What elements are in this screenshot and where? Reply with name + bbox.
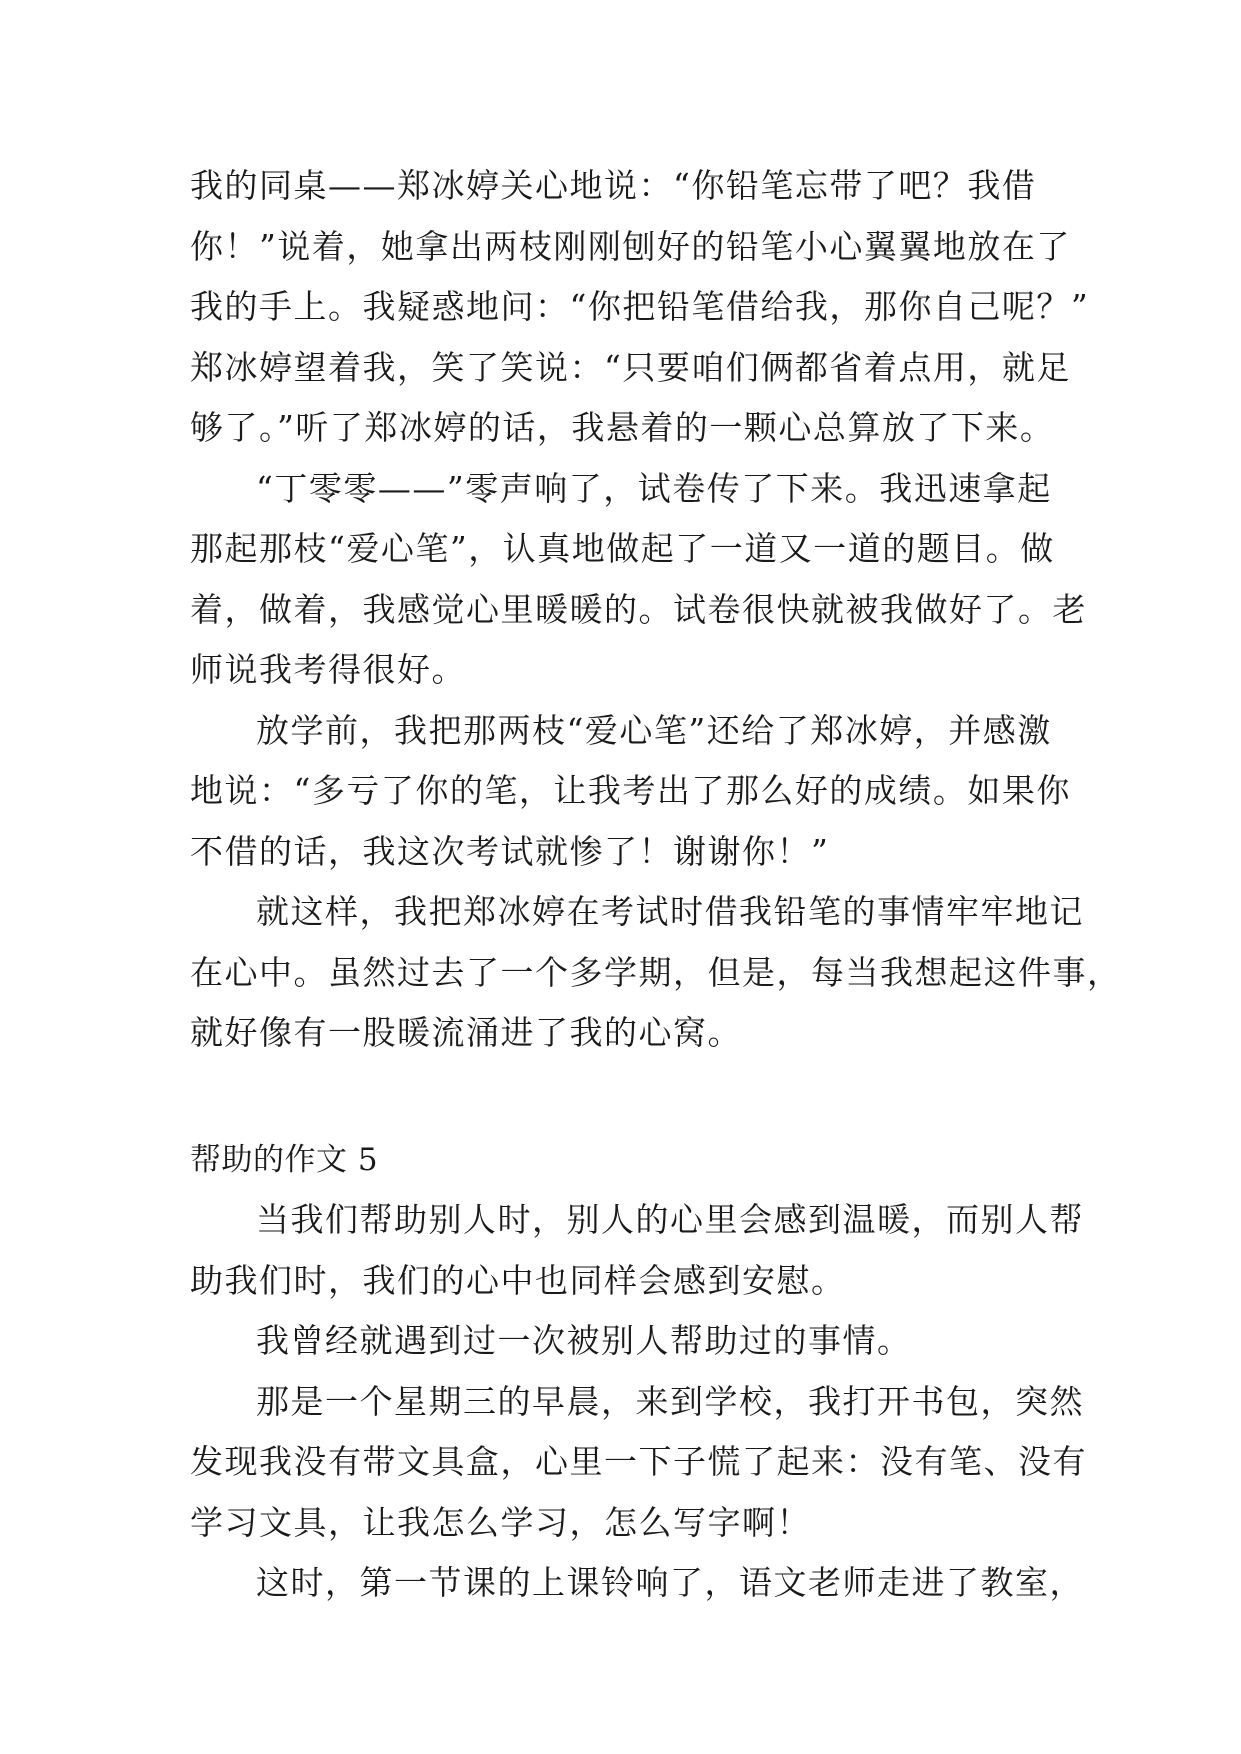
section-gap bbox=[190, 1064, 1060, 1130]
paragraph-start-line: 就这样，我把郑冰婷在考试时借我铅笔的事情牢牢地记 bbox=[256, 892, 1084, 931]
text-line: 不借的话，我这次考试就惨了！谢谢你！” bbox=[190, 831, 830, 871]
paragraph-start-line: 那是一个星期三的早晨，来到学校，我打开书包，突然 bbox=[256, 1381, 1084, 1421]
text-line: 我的手上。我疑惑地问：“你把铅笔借给我，那你自己呢？” bbox=[190, 287, 1090, 326]
paragraph-start-line: 放学前，我把那两枝“爱心笔”还给了郑冰婷，并感激 bbox=[256, 710, 1052, 750]
text-line: 发现我没有带文具盒，心里一下子慌了起来：没有笔、没有 bbox=[190, 1442, 1087, 1481]
section-heading: 帮助的作文 5 bbox=[190, 1141, 379, 1178]
text-line: 就好像有一股暖流涌进了我的心窝。 bbox=[190, 1013, 742, 1052]
paragraph-start-line: 我曾经就遇到过一次被别人帮助过的事情。 bbox=[256, 1321, 912, 1360]
text-line: 我的同桌——郑冰婷关心地说：“你铅笔忘带了吧？我借 bbox=[190, 166, 1037, 205]
paragraph-start-line: “丁零零——”零声响了，试卷传了下来。我迅速拿起 bbox=[256, 468, 1052, 508]
text-line: 着，做着，我感觉心里暖暖的。试卷很快就被我做好了。老 bbox=[190, 589, 1087, 629]
paragraph-start-line: 这时，第一节课的上课铃响了，语文老师走进了教室， bbox=[256, 1563, 1084, 1602]
text-line: 那起那枝“爱心笔”，认真地做起了一道又一道的题目。做 bbox=[190, 529, 1055, 568]
text-line: 够了。”听了郑冰婷的话，我悬着的一颗心总算放了下来。 bbox=[190, 408, 1055, 447]
text-line: 师说我考得很好。 bbox=[190, 650, 466, 689]
text-line: 你！”说着，她拿出两枝刚刚刨好的铅笔小心翼翼地放在了 bbox=[190, 226, 1071, 266]
paragraph-start-line: 当我们帮助别人时，别人的心里会感到温暖，而别人帮 bbox=[256, 1200, 1084, 1239]
text-line: 郑冰婷望着我，笑了笑说：“只要咱们俩都省着点用，就足 bbox=[190, 347, 1071, 387]
document-body bbox=[190, 156, 1122, 1614]
text-line: 在心中。虽然过去了一个多学期，但是，每当我想起这件事， bbox=[190, 952, 1122, 992]
text-line: 助我们时，我们的心中也同样会感到安慰。 bbox=[190, 1260, 846, 1300]
text-line: 学习文具，让我怎么学习，怎么写字啊！ bbox=[190, 1502, 811, 1542]
text-line: 地说：“多亏了你的笔，让我考出了那么好的成绩。如果你 bbox=[190, 771, 1071, 810]
